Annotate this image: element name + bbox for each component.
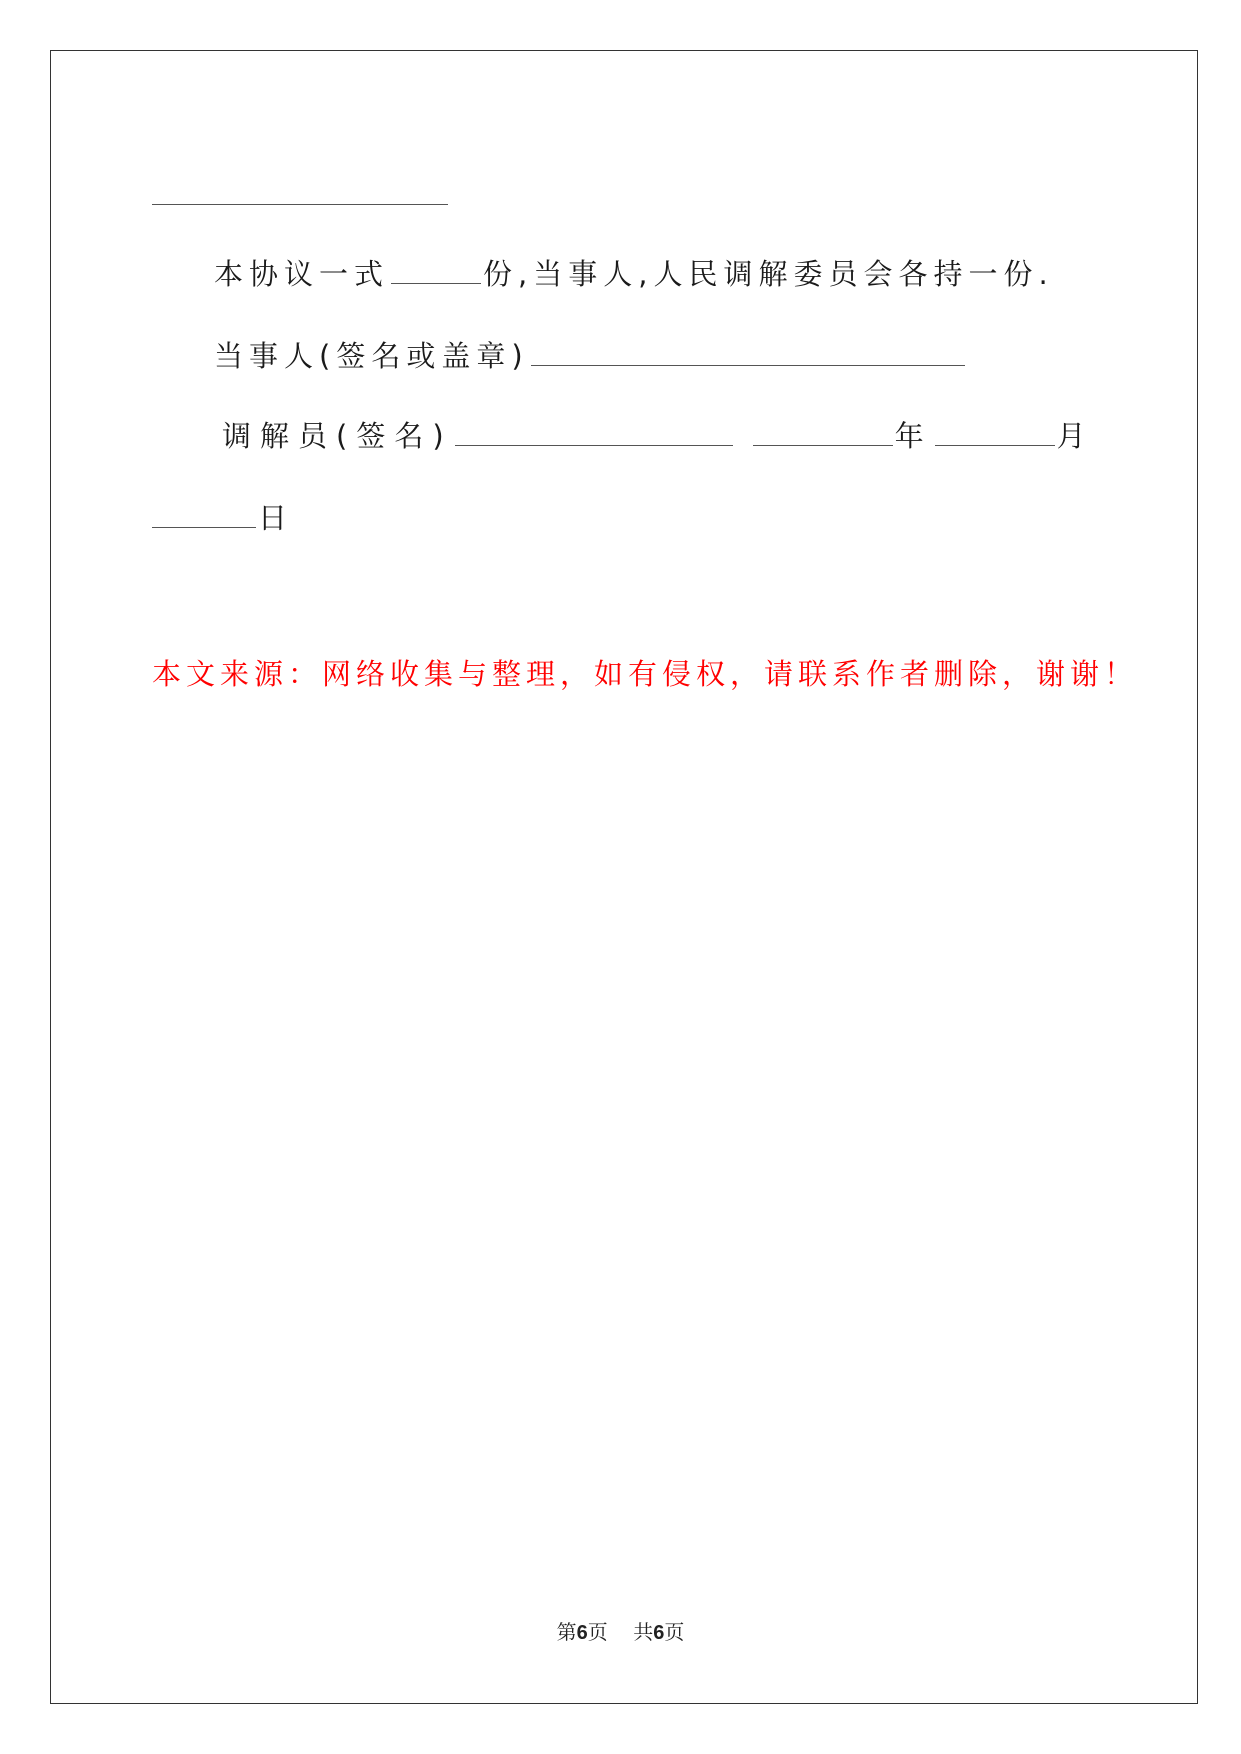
mediator-signature-label: 调解员(签名) — [222, 419, 453, 453]
year-label: 年 — [894, 419, 933, 453]
mediator-signature-line — [222, 418, 1095, 454]
total-pages: 6 — [653, 1622, 665, 1644]
mediator-signature-blank — [455, 419, 733, 446]
copies-count-blank — [391, 257, 481, 284]
day-blank — [152, 501, 256, 528]
page-unit: 页 — [587, 1620, 608, 1644]
total-unit: 页 — [664, 1620, 685, 1644]
copies-prefix: 本协议一式 — [214, 257, 390, 291]
copies-line — [214, 256, 1054, 292]
party-signature-label: 当事人(签名或盖章) — [214, 339, 529, 373]
page-prefix: 第 — [556, 1620, 577, 1644]
party-signature-blank — [531, 339, 965, 366]
day-label: 日 — [258, 501, 294, 535]
copies-suffix: 份,当事人,人民调解委员会各持一份. — [483, 257, 1054, 291]
month-label: 月 — [1056, 419, 1095, 453]
page-footer — [0, 1616, 1241, 1645]
day-line — [150, 500, 293, 536]
month-blank — [935, 419, 1055, 446]
page-number: 6 — [576, 1622, 588, 1644]
page-border — [50, 50, 1198, 1704]
year-blank — [753, 419, 893, 446]
total-prefix: 共 — [633, 1620, 654, 1644]
signature-blank-line — [152, 204, 448, 205]
party-signature-line — [214, 338, 967, 374]
source-notice: 本文来源：网络收集与整理，如有侵权，请联系作者删除，谢谢！ — [152, 657, 1139, 691]
